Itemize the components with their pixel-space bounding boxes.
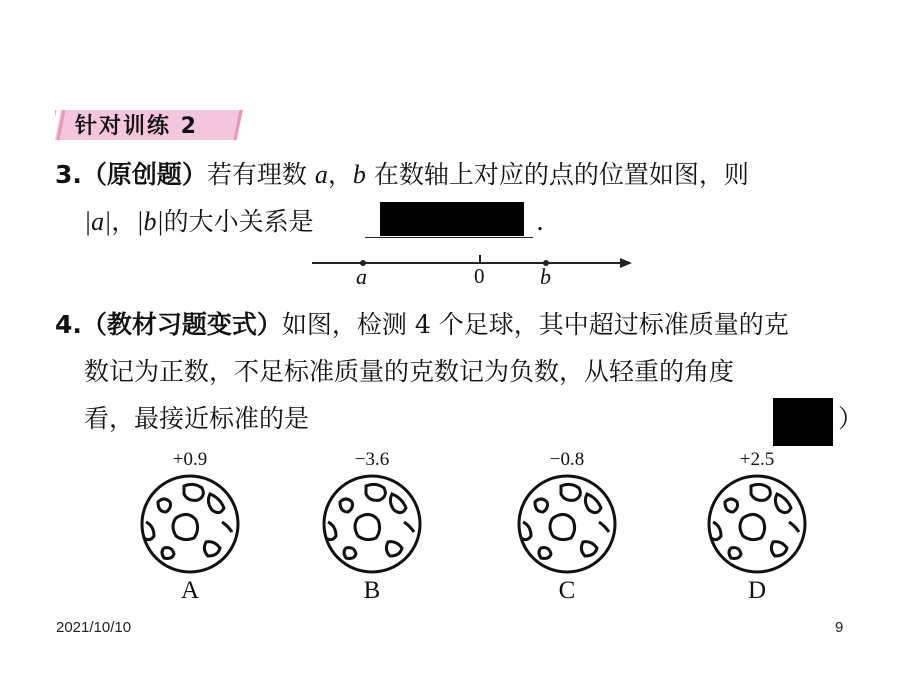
q3-line-2 bbox=[84, 205, 314, 239]
q3-text-c: 的大小关系是 bbox=[163, 207, 314, 236]
soccer-ball-icon bbox=[138, 472, 242, 576]
q3-text-a: 若有理数 bbox=[206, 160, 315, 189]
ball-option-letter: D bbox=[747, 577, 767, 604]
q3-period: . bbox=[536, 207, 544, 236]
number-line bbox=[300, 248, 640, 293]
q3-number: 3. bbox=[55, 160, 82, 189]
section-banner bbox=[55, 108, 243, 142]
number-line-label-zero: 0 bbox=[474, 264, 485, 288]
ball-value-label: −3.6 bbox=[354, 449, 390, 470]
soccer-ball-icon bbox=[320, 472, 424, 576]
soccer-ball-icon bbox=[515, 472, 619, 576]
number-line-label-a: a bbox=[356, 264, 367, 289]
ball-value-label: −0.8 bbox=[549, 449, 585, 470]
ball-option-letter: B bbox=[363, 577, 381, 604]
q3-var-b: b bbox=[352, 160, 366, 189]
footer-date: 2021/10/10 bbox=[56, 619, 132, 636]
number-line-label-b: b bbox=[540, 264, 551, 289]
q3-answer-blank bbox=[365, 236, 533, 238]
q3-var-a: a bbox=[314, 160, 328, 189]
q3-tag: （原创题） bbox=[81, 160, 207, 189]
banner-title: 针对训练 2 bbox=[75, 114, 198, 139]
q4-number: 4. bbox=[55, 310, 82, 339]
q4-line-2: 数记为正数，不足标准质量的克数记为负数，从轻重的角度 bbox=[84, 357, 735, 386]
ball-option-letter: A bbox=[180, 577, 200, 604]
ball-value-label: +0.9 bbox=[172, 449, 208, 470]
q3-answer-redaction bbox=[380, 202, 524, 236]
soccer-ball-icon bbox=[705, 472, 809, 576]
q4-answer-redaction bbox=[773, 398, 833, 446]
q3-abs-b: |b| bbox=[136, 207, 164, 236]
q4-tag: （教材习题变式） bbox=[81, 310, 282, 339]
q3-comma: ， bbox=[327, 160, 353, 189]
q4-line-1 bbox=[55, 308, 789, 342]
ball-value-label: +2.5 bbox=[739, 449, 775, 470]
number-line-arrow bbox=[620, 258, 632, 268]
q3-abs-sep: ， bbox=[111, 207, 137, 236]
ball-option-letter: C bbox=[558, 577, 576, 604]
q3-line-1 bbox=[55, 158, 749, 192]
q4-paren-close: ） bbox=[838, 404, 864, 433]
q4-line-3: 看，最接近标准的是 bbox=[84, 404, 310, 433]
q4-text-1: 如图，检测 4 个足球，其中超过标准质量的克 bbox=[281, 310, 789, 339]
footer-page-number: 9 bbox=[835, 619, 844, 636]
q3-text-b: 在数轴上对应的点的位置如图，则 bbox=[365, 160, 749, 189]
q3-abs-a: |a| bbox=[84, 207, 112, 236]
